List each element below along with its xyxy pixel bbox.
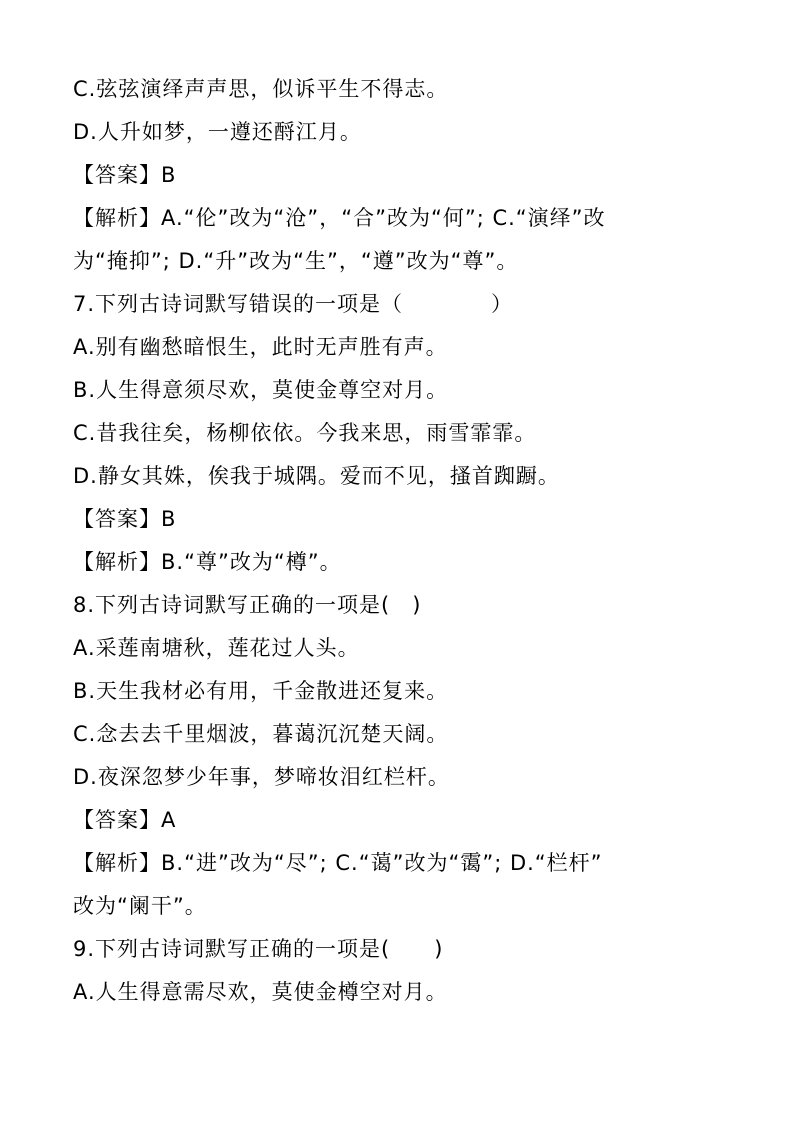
question-7-option-d: D.静女其姝，俟我于城隅。爱而不见，搔首踟蹰。 (73, 464, 560, 488)
question-7-option-a: A.别有幽愁暗恨生，此时无声胜有声。 (73, 335, 448, 359)
question-9-option-a: A.人生得意需尽欢，莫使金樽空对月。 (73, 980, 448, 1004)
question-8-analysis: 【解析】B.“进”改为“尽”; C.“蔼”改为“霭”; D.“栏杆” (73, 851, 603, 875)
question-8-option-d: D.夜深忽梦少年事，梦啼妆泪红栏杆。 (73, 765, 450, 789)
question-9-stem: 9.下列古诗词默写正确的一项是( ) (73, 937, 444, 961)
question-7-option-c: C.昔我往矣，杨柳依依。今我来思，雨雪霏霏。 (73, 421, 537, 445)
question-8-answer: 【答案】A (73, 808, 177, 832)
question-8-option-a: A.采莲南塘秋，莲花过人头。 (73, 636, 360, 660)
analysis-continuation-line: 为“掩抑”; D.“升”改为“生”，“遵”改为“尊”。 (73, 249, 519, 273)
question-7-stem: 7.下列古诗词默写错误的一项是（ ） (73, 292, 514, 316)
question-8-option-b: B.天生我材必有用，千金散进还复来。 (73, 679, 449, 703)
analysis-line: 【解析】A.“伦”改为“沧”，“合”改为“何”; C.“演绎”改 (73, 206, 606, 230)
option-c-line: C.弦弦演绎声声思，似诉平生不得志。 (73, 77, 449, 101)
answer-line: 【答案】B (73, 163, 177, 187)
question-7-answer: 【答案】B (73, 507, 177, 531)
question-8-analysis-continuation: 改为“阑干”。 (73, 894, 207, 918)
question-8-stem: 8.下列古诗词默写正确的一项是( ) (73, 593, 422, 617)
question-7-analysis: 【解析】B.“尊”改为“樽”。 (73, 550, 342, 574)
option-d-line: D.人升如梦，一遵还酹江月。 (73, 120, 362, 144)
question-8-option-c: C.念去去千里烟波，暮蔼沉沉楚天阔。 (73, 722, 449, 746)
question-7-option-b: B.人生得意须尽欢，莫使金尊空对月。 (73, 378, 449, 402)
